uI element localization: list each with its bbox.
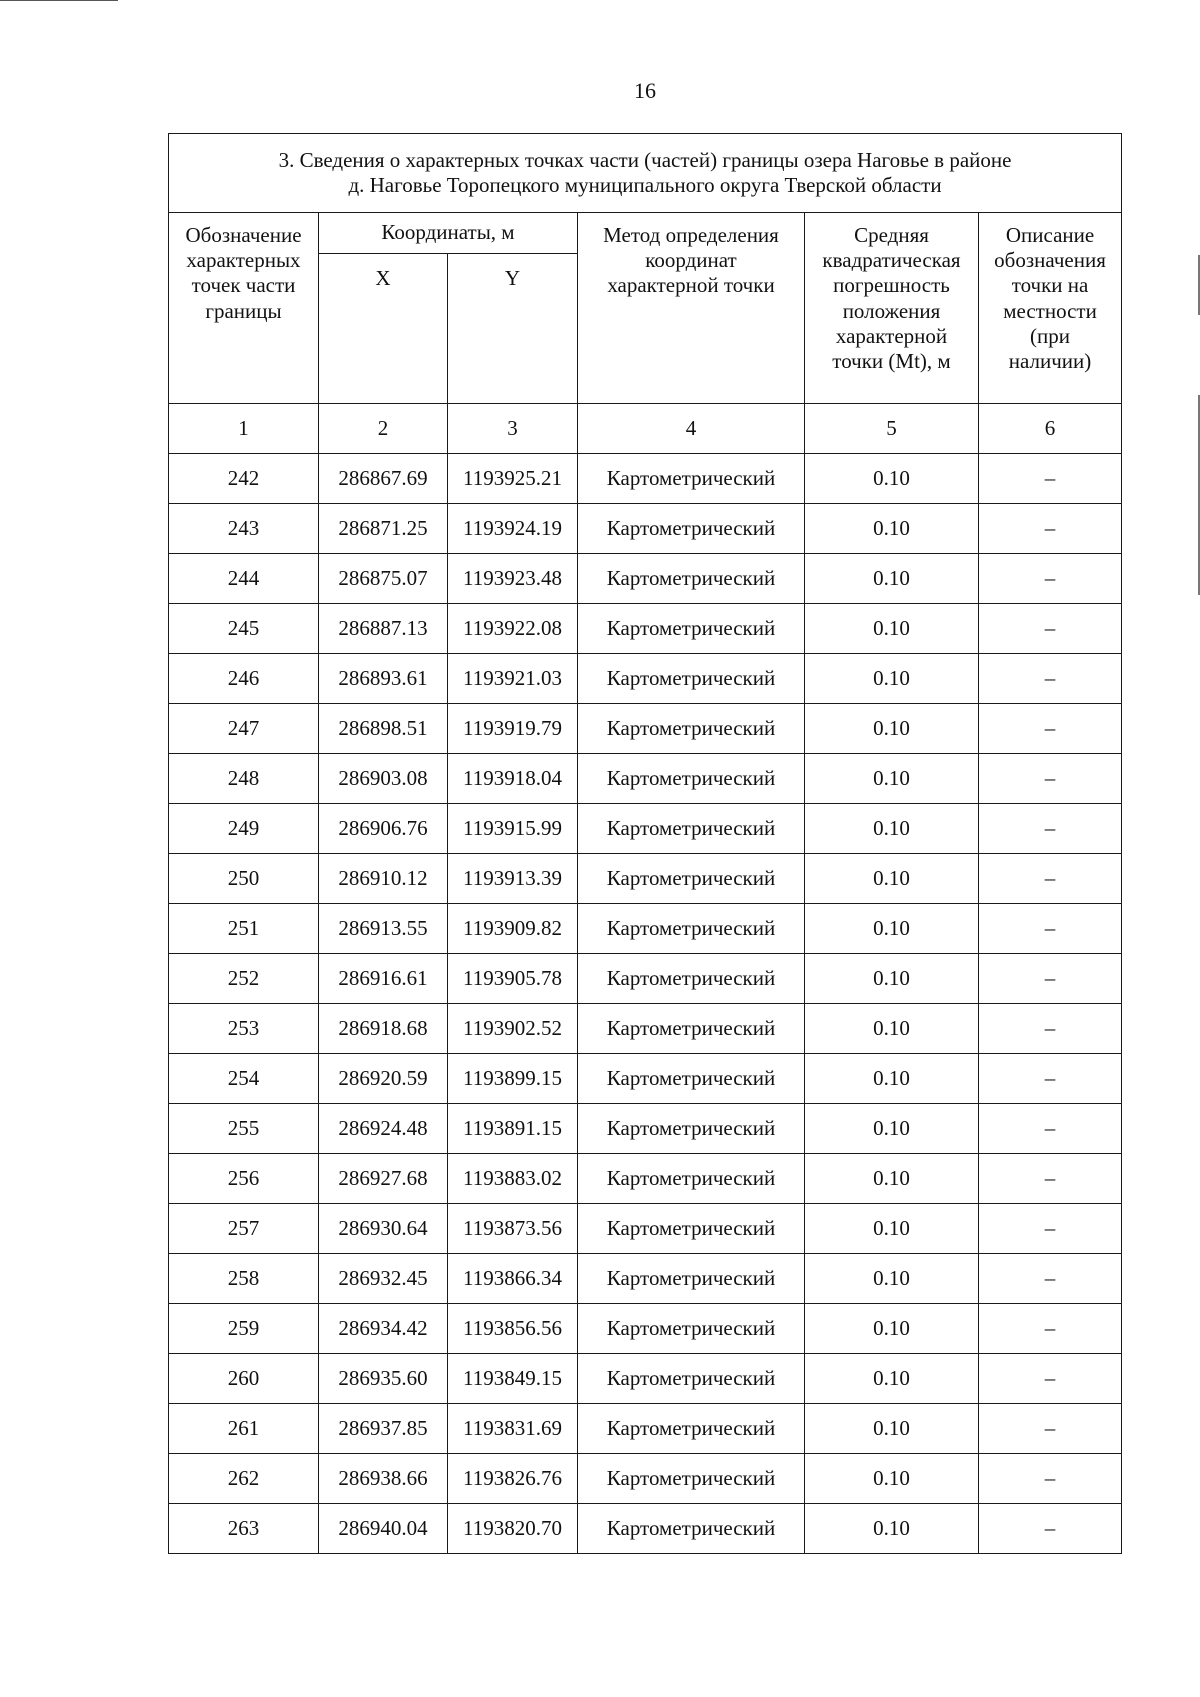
x-coordinate-cell: 286871.25 [319,504,448,554]
point-id-cell: 250 [169,854,319,904]
x-coordinate-cell: 286867.69 [319,454,448,504]
x-coordinate-cell: 286918.68 [319,1004,448,1054]
method-cell: Картометрический [578,654,805,704]
table-row [169,904,1122,954]
y-coordinate-cell: 1193915.99 [448,804,578,854]
x-coordinate-cell: 286932.45 [319,1254,448,1304]
y-coordinate-cell: 1193909.82 [448,904,578,954]
point-id-cell: 259 [169,1304,319,1354]
header-description [979,213,1122,404]
table-row [169,954,1122,1004]
scan-edge-mark [0,0,118,1]
y-coordinate-cell: 1193925.21 [448,454,578,504]
x-coordinate-cell: 286937.85 [319,1404,448,1454]
x-coordinate-cell: 286934.42 [319,1304,448,1354]
error-cell: 0.10 [805,804,979,854]
description-cell: – [979,1404,1122,1454]
error-cell: 0.10 [805,1404,979,1454]
point-id-cell: 245 [169,604,319,654]
method-cell: Картометрический [578,1304,805,1354]
column-number: 1 [169,404,319,454]
error-cell: 0.10 [805,1204,979,1254]
point-id-cell: 248 [169,754,319,804]
y-coordinate-cell: 1193831.69 [448,1404,578,1454]
table-row [169,1104,1122,1154]
table-row [169,604,1122,654]
error-cell: 0.10 [805,704,979,754]
error-cell: 0.10 [805,604,979,654]
table-row [169,504,1122,554]
point-id-cell: 261 [169,1404,319,1454]
header-text: точек части [191,273,296,298]
header-text: характерных [186,248,301,273]
x-coordinate-cell: 286910.12 [319,854,448,904]
method-cell: Картометрический [578,1254,805,1304]
description-cell: – [979,1154,1122,1204]
header-text: погрешность [833,273,950,298]
x-coordinate-cell: 286906.76 [319,804,448,854]
header-text: точки на [1011,273,1089,298]
header-text: наличии) [1008,348,1092,373]
method-cell: Картометрический [578,1054,805,1104]
point-id-cell: 251 [169,904,319,954]
error-cell: 0.10 [805,454,979,504]
point-id-cell: 260 [169,1354,319,1404]
column-number: 4 [578,404,805,454]
point-id-cell: 252 [169,954,319,1004]
method-cell: Картометрический [578,1454,805,1504]
table-row [169,1504,1122,1554]
y-coordinate-cell: 1193913.39 [448,854,578,904]
header-text: квадратическая [822,248,961,273]
table-row [169,1404,1122,1454]
description-cell: – [979,754,1122,804]
method-cell: Картометрический [578,1004,805,1054]
header-text: характерной точки [607,273,775,298]
point-id-cell: 246 [169,654,319,704]
description-cell: – [979,1304,1122,1354]
point-id-cell: 244 [169,554,319,604]
table-row [169,1004,1122,1054]
header-text: (при [1030,323,1071,348]
y-coordinate-cell: 1193921.03 [448,654,578,704]
point-id-cell: 253 [169,1004,319,1054]
header-text: точки (Mt), м [832,348,951,373]
x-coordinate-cell: 286935.60 [319,1354,448,1404]
y-coordinate-cell: 1193922.08 [448,604,578,654]
error-cell: 0.10 [805,1054,979,1104]
point-id-cell: 249 [169,804,319,854]
y-coordinate-cell: 1193820.70 [448,1504,578,1554]
description-cell: – [979,1454,1122,1504]
y-coordinate-cell: 1193856.56 [448,1304,578,1354]
y-coordinate-cell: 1193873.56 [448,1204,578,1254]
header-method [578,213,805,404]
table-title-line-1: 3. Сведения о характерных точках части (частей) границы озера Наговье в районе [278,147,1012,172]
y-coordinate-cell: 1193891.15 [448,1104,578,1154]
header-x: X [319,254,448,404]
description-cell: – [979,954,1122,1004]
header-mean-square-error [805,213,979,404]
description-cell: – [979,554,1122,604]
point-id-cell: 242 [169,454,319,504]
description-cell: – [979,654,1122,704]
column-number: 6 [979,404,1122,454]
description-cell: – [979,1204,1122,1254]
point-id-cell: 256 [169,1154,319,1204]
x-coordinate-cell: 286913.55 [319,904,448,954]
error-cell: 0.10 [805,554,979,604]
method-cell: Картометрический [578,704,805,754]
x-coordinate-cell: 286938.66 [319,1454,448,1504]
method-cell: Картометрический [578,804,805,854]
description-cell: – [979,804,1122,854]
error-cell: 0.10 [805,1354,979,1404]
header-text: характерной [835,323,948,348]
header-text: Описание [1005,223,1095,247]
x-coordinate-cell: 286875.07 [319,554,448,604]
x-coordinate-cell: 286930.64 [319,1204,448,1254]
x-coordinate-cell: 286893.61 [319,654,448,704]
point-id-cell: 254 [169,1054,319,1104]
table-row [169,454,1122,504]
table-row [169,1204,1122,1254]
method-cell: Картометрический [578,454,805,504]
method-cell: Картометрический [578,1104,805,1154]
error-cell: 0.10 [805,954,979,1004]
table-row [169,854,1122,904]
description-cell: – [979,1354,1122,1404]
x-coordinate-cell: 286903.08 [319,754,448,804]
method-cell: Картометрический [578,554,805,604]
table-row [169,554,1122,604]
description-cell: – [979,704,1122,754]
point-id-cell: 255 [169,1104,319,1154]
y-coordinate-cell: 1193902.52 [448,1004,578,1054]
header-text: Средняя [854,223,929,247]
method-cell: Картометрический [578,1404,805,1454]
x-coordinate-cell: 286927.68 [319,1154,448,1204]
description-cell: – [979,1254,1122,1304]
error-cell: 0.10 [805,1504,979,1554]
column-number-row [169,404,1122,454]
description-cell: – [979,904,1122,954]
header-text: Метод определения [603,223,779,247]
error-cell: 0.10 [805,854,979,904]
x-coordinate-cell: 286898.51 [319,704,448,754]
y-coordinate-cell: 1193866.34 [448,1254,578,1304]
description-cell: – [979,454,1122,504]
method-cell: Картометрический [578,1204,805,1254]
x-coordinate-cell: 286924.48 [319,1104,448,1154]
error-cell: 0.10 [805,654,979,704]
table-title-line-2: д. Наговье Торопецкого муниципального округа Тверской области [348,173,942,197]
table-row [169,754,1122,804]
method-cell: Картометрический [578,504,805,554]
column-number: 5 [805,404,979,454]
header-text: Обозначение [185,223,302,247]
x-coordinate-cell: 286887.13 [319,604,448,654]
y-coordinate-cell: 1193883.02 [448,1154,578,1204]
error-cell: 0.10 [805,1254,979,1304]
header-text: положения [842,298,941,323]
error-cell: 0.10 [805,1104,979,1154]
header-point-designation [169,213,319,404]
error-cell: 0.10 [805,904,979,954]
error-cell: 0.10 [805,1004,979,1054]
y-coordinate-cell: 1193918.04 [448,754,578,804]
error-cell: 0.10 [805,1454,979,1504]
table-row [169,1254,1122,1304]
y-coordinate-cell: 1193826.76 [448,1454,578,1504]
error-cell: 0.10 [805,1304,979,1354]
error-cell: 0.10 [805,754,979,804]
point-id-cell: 247 [169,704,319,754]
x-coordinate-cell: 286920.59 [319,1054,448,1104]
column-number: 2 [319,404,448,454]
method-cell: Картометрический [578,854,805,904]
y-coordinate-cell: 1193923.48 [448,554,578,604]
header-text: координат [645,248,737,273]
method-cell: Картометрический [578,1354,805,1404]
table-row [169,804,1122,854]
error-cell: 0.10 [805,1154,979,1204]
description-cell: – [979,604,1122,654]
method-cell: Картометрический [578,1504,805,1554]
error-cell: 0.10 [805,504,979,554]
header-text: местности [1003,298,1097,323]
point-id-cell: 243 [169,504,319,554]
method-cell: Картометрический [578,754,805,804]
header-text: обозначения [994,248,1106,273]
x-coordinate-cell: 286916.61 [319,954,448,1004]
header-coordinates: Координаты, м [319,213,578,254]
description-cell: – [979,854,1122,904]
point-id-cell: 263 [169,1504,319,1554]
y-coordinate-cell: 1193919.79 [448,704,578,754]
header-text: границы [205,298,282,323]
description-cell: – [979,1504,1122,1554]
y-coordinate-cell: 1193849.15 [448,1354,578,1404]
description-cell: – [979,1054,1122,1104]
table-row [169,1304,1122,1354]
page-number: 16 [634,78,656,103]
y-coordinate-cell: 1193905.78 [448,954,578,1004]
table-row [169,1354,1122,1404]
description-cell: – [979,1104,1122,1154]
y-coordinate-cell: 1193899.15 [448,1054,578,1104]
description-cell: – [979,1004,1122,1054]
method-cell: Картометрический [578,904,805,954]
header-y: Y [448,254,578,404]
table-title [169,134,1122,213]
table-row [169,1054,1122,1104]
y-coordinate-cell: 1193924.19 [448,504,578,554]
column-number: 3 [448,404,578,454]
boundary-points-table [168,133,1122,1554]
table-row [169,654,1122,704]
method-cell: Картометрический [578,1154,805,1204]
table-row [169,1454,1122,1504]
description-cell: – [979,504,1122,554]
table-row [169,704,1122,754]
table-body [169,454,1122,1554]
point-id-cell: 262 [169,1454,319,1504]
point-id-cell: 257 [169,1204,319,1254]
x-coordinate-cell: 286940.04 [319,1504,448,1554]
method-cell: Картометрический [578,604,805,654]
point-id-cell: 258 [169,1254,319,1304]
method-cell: Картометрический [578,954,805,1004]
table-row [169,1154,1122,1204]
